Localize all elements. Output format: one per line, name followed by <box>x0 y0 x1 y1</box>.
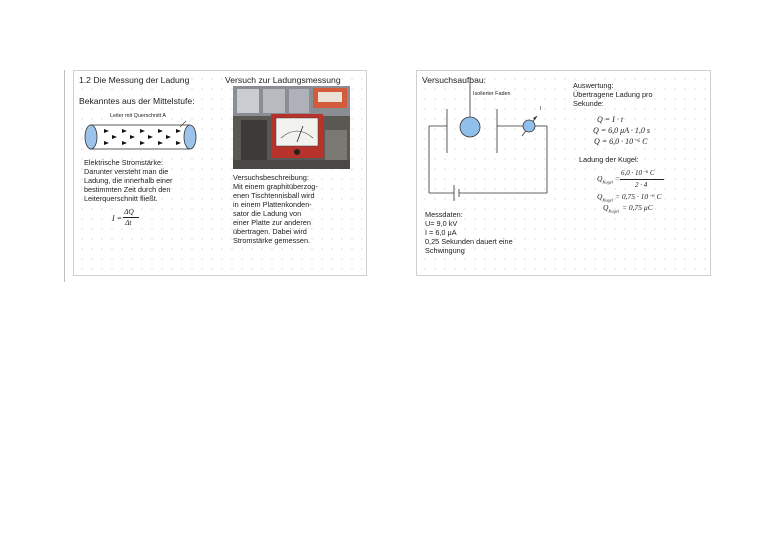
slide-charge-measurement <box>73 70 367 276</box>
current-line-4: Leiterquerschnitt fließt. <box>84 194 158 203</box>
description-line-4: sator die Ladung von <box>233 209 302 218</box>
thread-label: Isolierter Faden <box>473 91 511 97</box>
fraction-bar-2 <box>620 179 664 180</box>
formula-lhs: I = <box>112 214 123 223</box>
q-ball-3: $Q_{Kugel}$ <box>603 203 620 214</box>
q-ball-sub-3: Kugel <box>608 208 620 214</box>
equation-ball-result: = 0,75 · 10⁻⁶ C <box>615 192 662 201</box>
slide-title: 1.2 Die Messung der Ladung <box>79 75 190 85</box>
measured-voltage: U= 9,0 kV <box>425 219 458 228</box>
fraction-denominator: 2 · 4 <box>635 181 648 189</box>
measured-period-cont: Schwingung <box>425 246 465 255</box>
setup-title: Versuchsaufbau: <box>422 75 487 85</box>
meter-label: I <box>540 106 542 112</box>
equation-q-values: Q = 6,0 μA · 1,0 s <box>593 126 651 135</box>
slide-setup-evaluation <box>416 70 711 276</box>
measured-current: I = 6,0 μA <box>425 228 457 237</box>
circuit-diagram <box>417 71 577 211</box>
q-ball-2: $Q_{Kugel}$ <box>597 192 614 203</box>
current-line-1: Darunter versteht man die <box>84 167 169 176</box>
description-line-3: in einem Plattenkonden- <box>233 200 312 209</box>
conductor-diagram <box>84 119 202 155</box>
current-line-2: Ladung, die innerhalb einer <box>84 176 173 185</box>
description-heading: Versuchsbeschreibung: <box>233 173 309 182</box>
q-ball-1: $Q_{Kugel}$ <box>597 174 614 185</box>
measured-heading: Messdaten: <box>425 210 463 219</box>
measured-period: 0,25 Sekunden dauert eine <box>425 237 513 246</box>
experiment-photo <box>233 86 350 169</box>
current-heading: Elektrische Stromstärke: <box>84 158 164 167</box>
description-line-2: enen Tischtennisball wird <box>233 191 315 200</box>
equals-sign: = <box>615 174 621 183</box>
formula-denominator: Δt <box>125 218 132 227</box>
description-line-5: einer Platte zur anderen <box>233 218 311 227</box>
fraction-numerator: 6,0 · 10⁻⁶ C <box>621 169 655 177</box>
eval-heading: Auswertung: <box>573 81 614 90</box>
margin-line <box>64 70 65 282</box>
equation-q-it: Q = I · t <box>597 115 624 124</box>
experiment-title: Versuch zur Ladungsmessung <box>225 75 341 85</box>
description-line-6: übertragen. Dabei wird <box>233 227 307 236</box>
formula-numerator: ΔQ <box>124 207 134 216</box>
description-line-1: Mit einem graphitüberzog- <box>233 182 318 191</box>
q-ball-sub-1: Kugel <box>602 179 614 185</box>
conductor-label: Leiter mit Querschnitt A <box>110 113 167 119</box>
equation-ball-final: = 0,75 μC <box>622 203 653 212</box>
eval-line-2: Sekunde: <box>573 99 604 108</box>
current-line-3: bestimmten Zeit durch den <box>84 185 171 194</box>
equation-q-result: Q = 6,0 · 10⁻⁶ C <box>594 137 648 146</box>
ball-heading: Ladung der Kugel: <box>579 155 639 164</box>
eval-line-1: Übertragene Ladung pro <box>573 90 653 99</box>
subtitle: Bekanntes aus der Mittelstufe: <box>79 96 195 106</box>
q-ball-sub-2: Kugel <box>602 197 614 203</box>
description-line-7: Stromstärke gemessen. <box>233 236 311 245</box>
